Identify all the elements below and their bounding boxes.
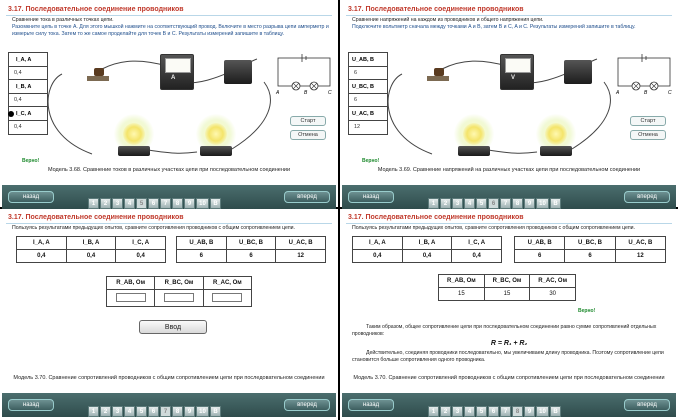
current-table-header-c-label: I_C, A <box>16 111 32 117</box>
cancel-button[interactable]: Отмена <box>630 130 666 140</box>
model-caption: Модель 3.68. Сравнение токов в различных участках цепи при последовательном соединении <box>47 167 291 173</box>
resistance-cell-ab <box>107 290 155 307</box>
model-caption: Модель 3.70. Сравнение сопротивлений проводников с общим сопротивлением цепи при последовательном соединении <box>13 375 325 381</box>
page-7-button[interactable]: 7 <box>160 198 171 209</box>
intro-text: Пользуясь результатами предыдущих опытов, сравните сопротивления проводников с общим сопротивлением цепи. <box>12 225 296 231</box>
bulb-socket-2 <box>540 146 572 156</box>
voltages-value-bc: 6 <box>565 250 615 263</box>
meter-label: V <box>511 75 516 81</box>
page-b-button[interactable]: B <box>550 406 561 417</box>
page-b-button[interactable]: B <box>210 198 221 209</box>
currents-table <box>352 236 502 263</box>
forward-button[interactable]: вперед <box>624 191 670 203</box>
currents-header-c: I_C, A <box>452 237 502 250</box>
svg-text:C: C <box>328 90 332 94</box>
navigation-bar <box>342 185 676 209</box>
page-5-button[interactable]: 5 <box>476 198 487 209</box>
currents-header-b: I_B, A <box>66 237 116 250</box>
forward-button[interactable]: вперед <box>624 399 670 411</box>
page-5-button[interactable]: 5 <box>136 406 147 417</box>
page-4-button[interactable]: 4 <box>464 406 475 417</box>
currents-header-a: I_A, A <box>353 237 403 250</box>
instruction-text: Разомкните цепь в точке A. Для этого мышкой нажмите на соответствующий провод. Включите в место разрыва цепи амперметр и измерьте силу тока. Затем то же самое проделайте для точек B и C. Результаты измерений запишите в таблицу. <box>12 24 329 37</box>
resistance-bc-input[interactable] <box>164 293 194 302</box>
currents-header-b: I_B, A <box>402 237 452 250</box>
resistance-header-ac: R_AC, Ом <box>203 277 251 290</box>
page-1-button[interactable]: 1 <box>88 198 99 209</box>
voltage-table-value-ac: 12 <box>354 124 361 130</box>
switch-base <box>427 76 449 81</box>
voltages-header-bc: U_BC, B <box>226 237 276 250</box>
conclusion-text-2: Действительно, соединяя проводники последовательно, мы увеличиваем длину проводника. Поэтому сопротивление цепи становится больше сопротивления одного проводника. <box>352 350 664 363</box>
page-5-button[interactable]: 5 <box>476 406 487 417</box>
battery-icon <box>564 60 592 84</box>
resistance-ab-input[interactable] <box>116 293 146 302</box>
voltage-table-header-bc: U_BC, B <box>349 80 387 94</box>
panel-resistance-input <box>2 212 336 417</box>
formula: R = R₁ + R₂ <box>490 340 528 347</box>
bulb-socket-1 <box>118 146 150 156</box>
back-button[interactable]: назад <box>348 399 394 411</box>
section-title: 3.17. Последовательное соединение проводников <box>8 214 184 221</box>
lightbulb-1-icon <box>123 123 145 145</box>
resistance-cell-bc <box>155 290 203 307</box>
page-10-button[interactable]: 10 <box>536 198 549 209</box>
page-b-button[interactable]: B <box>210 406 221 417</box>
voltage-table-value-bc: 6 <box>349 94 387 107</box>
result-status: Верно! <box>22 158 40 164</box>
current-table-value-c: 0,4 <box>14 124 22 130</box>
resistances-table <box>438 274 576 301</box>
page-8-button-current[interactable]: 8 <box>512 406 523 417</box>
page-6-button[interactable]: 6 <box>148 406 159 417</box>
currents-value-c: 0,4 <box>452 250 502 263</box>
model-caption: Модель 3.70. Сравнение сопротивлений проводников с общим сопротивлением цепи при последовательном соединении <box>353 375 665 381</box>
page-6-button[interactable]: 6 <box>488 406 499 417</box>
navigation-bar <box>2 393 336 417</box>
voltages-value-bc: 6 <box>226 250 276 263</box>
page-selector <box>88 192 222 209</box>
page-4-button[interactable]: 4 <box>464 198 475 209</box>
page-9-button[interactable]: 9 <box>524 198 535 209</box>
voltages-table <box>176 236 326 263</box>
page-9-button[interactable]: 9 <box>524 406 535 417</box>
page-8-button[interactable]: 8 <box>172 406 183 417</box>
svg-text:B: B <box>304 90 308 94</box>
bulb-socket-1 <box>458 146 490 156</box>
meter-dial <box>505 58 531 73</box>
battery-icon <box>224 60 252 84</box>
resistance-value-ab: 15 <box>439 288 485 301</box>
resistance-header-ab: R_AB, Ом <box>107 277 155 290</box>
switch-base <box>87 76 109 81</box>
page-8-button[interactable]: 8 <box>512 198 523 209</box>
page-9-button[interactable]: 9 <box>184 406 195 417</box>
currents-header-c: I_C, A <box>116 237 166 250</box>
voltages-header-bc: U_BC, B <box>565 237 615 250</box>
voltages-table <box>514 236 666 263</box>
conclusion-text-1: Таким образом, общее сопротивление цепи при последовательном соединении равно сумме сопротивлений отдельных проводников: <box>352 324 657 337</box>
lightbulb-2-icon <box>545 123 567 145</box>
page-selector <box>428 400 562 417</box>
page-10-button[interactable]: 10 <box>196 198 209 209</box>
resistance-cell-ac <box>203 290 251 307</box>
bulb-socket-2 <box>200 146 232 156</box>
currents-value-b: 0,4 <box>402 250 452 263</box>
panel-current-comparison <box>2 4 336 209</box>
panel-resistance-result <box>342 212 676 417</box>
voltmeter[interactable] <box>500 54 534 90</box>
page-5-button-current[interactable]: 5 <box>136 198 147 209</box>
page-4-button[interactable]: 4 <box>124 198 135 209</box>
back-button[interactable]: назад <box>348 191 394 203</box>
circuit-wires[interactable] <box>342 4 676 209</box>
intro-text: Пользуясь результатами предыдущих опытов, сравните сопротивления проводников с общим сопротивлением цепи. <box>352 225 636 231</box>
switch-handle-icon[interactable] <box>94 68 104 76</box>
meter-label: A <box>171 75 176 81</box>
result-status: Верно! <box>362 158 380 164</box>
vertical-divider <box>338 0 340 420</box>
circuit-wires[interactable] <box>2 4 336 209</box>
ammeter[interactable] <box>160 54 194 90</box>
resistance-header-ab: R_AB, Ом <box>439 275 485 288</box>
svg-text:B: B <box>644 90 648 94</box>
start-button[interactable]: Старт <box>290 116 326 126</box>
voltages-header-ab: U_AB, B <box>177 237 227 250</box>
enter-button[interactable]: Ввод <box>139 320 207 334</box>
voltages-value-ab: 6 <box>177 250 227 263</box>
page-9-button[interactable]: 9 <box>184 198 195 209</box>
resistance-value-ac: 30 <box>530 288 576 301</box>
currents-table <box>16 236 166 263</box>
circuit-schematic <box>614 52 674 94</box>
page-7-button-current[interactable]: 7 <box>160 406 171 417</box>
page-selector <box>428 192 562 209</box>
page-1-button[interactable]: 1 <box>88 406 99 417</box>
page-7-button[interactable]: 7 <box>500 198 511 209</box>
svg-text:A: A <box>276 90 280 94</box>
page-2-button[interactable]: 2 <box>440 198 451 209</box>
intro-text: Сравнение тока в различных точках цепи. <box>12 17 114 23</box>
circuit-schematic <box>274 52 334 94</box>
page-1-button[interactable]: 1 <box>428 198 439 209</box>
intro-text: Сравнение напряжений на каждом из проводников и общего напряжения цепи. <box>352 17 544 23</box>
resistance-header-bc: R_BC, Ом <box>484 275 530 288</box>
resistances-table <box>106 276 252 307</box>
title-underline <box>346 223 672 224</box>
switch-handle-icon[interactable] <box>434 68 444 76</box>
svg-text:A: A <box>616 90 620 94</box>
instruction-text: Подключите вольтметр сначала между точками A и B, затем B и C, A и C. Результаты измерений запишите в таблицу. <box>352 24 636 30</box>
section-title: 3.17. Последовательное соединение проводников <box>348 6 524 13</box>
voltages-value-ab: 6 <box>515 250 565 263</box>
voltage-table-value-ab: 6 <box>349 67 387 80</box>
page-3-button[interactable]: 3 <box>452 406 463 417</box>
panel-voltage-comparison <box>342 4 676 209</box>
page-b-button[interactable]: B <box>550 198 561 209</box>
currents-value-a: 0,4 <box>353 250 403 263</box>
voltages-header-ac: U_AC, B <box>276 237 326 250</box>
title-underline <box>6 223 332 224</box>
currents-header-a: I_A, A <box>17 237 67 250</box>
navigation-bar <box>342 393 676 417</box>
current-table-header-b: I_B, A <box>9 80 47 94</box>
voltages-value-ac: 12 <box>276 250 326 263</box>
lightbulb-2-icon <box>205 123 227 145</box>
voltage-table-header-ac: U_AC, B <box>349 107 387 121</box>
section-title: 3.17. Последовательное соединение проводников <box>348 214 524 221</box>
navigation-bar <box>2 185 336 209</box>
voltages-value-ac: 12 <box>615 250 665 263</box>
page-8-button[interactable]: 8 <box>172 198 183 209</box>
page-7-button[interactable]: 7 <box>500 406 511 417</box>
page-3-button[interactable]: 3 <box>112 406 123 417</box>
page-2-button[interactable]: 2 <box>100 406 111 417</box>
resistance-header-bc: R_BC, Ом <box>155 277 203 290</box>
currents-value-c: 0,4 <box>116 250 166 263</box>
page-10-button[interactable]: 10 <box>536 406 549 417</box>
page-4-button[interactable]: 4 <box>124 406 135 417</box>
current-table-header-a: I_A, A <box>9 53 47 67</box>
voltage-table-header-ab: U_AB, B <box>349 53 387 67</box>
page-2-button[interactable]: 2 <box>440 406 451 417</box>
cancel-button[interactable]: Отмена <box>290 130 326 140</box>
back-button[interactable]: назад <box>8 191 54 203</box>
voltages-header-ac: U_AC, B <box>615 237 665 250</box>
svg-text:C: C <box>668 90 672 94</box>
forward-button[interactable]: вперед <box>284 191 330 203</box>
page-1-button[interactable]: 1 <box>428 406 439 417</box>
currents-value-a: 0,4 <box>17 250 67 263</box>
page-2-button[interactable]: 2 <box>100 198 111 209</box>
page-selector <box>88 400 222 417</box>
voltages-header-ab: U_AB, B <box>515 237 565 250</box>
currents-value-b: 0,4 <box>66 250 116 263</box>
page-3-button[interactable]: 3 <box>112 198 123 209</box>
model-caption: Модель 3.69. Сравнение напряжений на различных участках цепи при последовательном соединении <box>377 167 641 173</box>
resistance-header-ac: R_AC, Ом <box>530 275 576 288</box>
current-table-value-a: 0,4 <box>9 67 47 80</box>
resistance-ac-input[interactable] <box>212 293 242 302</box>
lightbulb-1-icon <box>463 123 485 145</box>
page-6-button-current[interactable]: 6 <box>488 198 499 209</box>
page-3-button[interactable]: 3 <box>452 198 463 209</box>
result-status: Верно! <box>578 308 596 314</box>
resistance-value-bc: 15 <box>484 288 530 301</box>
back-button[interactable]: назад <box>8 399 54 411</box>
start-button[interactable]: Старт <box>630 116 666 126</box>
meter-dial <box>165 58 191 73</box>
page-6-button[interactable]: 6 <box>148 198 159 209</box>
current-table-value-b: 0,4 <box>9 94 47 107</box>
section-title: 3.17. Последовательное соединение проводников <box>8 6 184 13</box>
page-10-button[interactable]: 10 <box>196 406 209 417</box>
forward-button[interactable]: вперед <box>284 399 330 411</box>
